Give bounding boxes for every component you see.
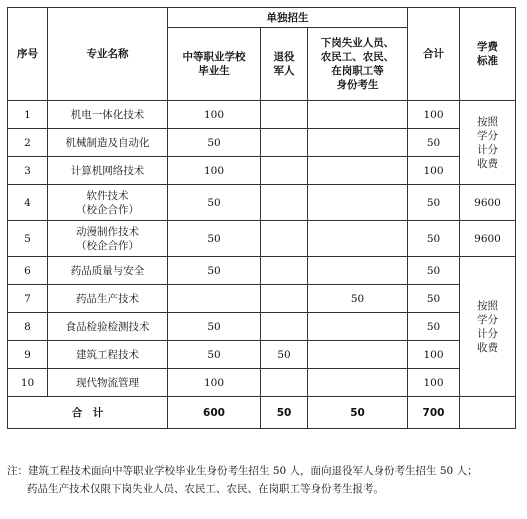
table-row [8,369,516,397]
vocational-cell: 50 [168,129,261,157]
laid-off-cell [308,221,408,257]
header-laid-off: 下岗失业人员、 农民工、农民、 在岗职工等 身份考生 [308,28,408,101]
enrollment-table [7,7,516,429]
vocational-cell: 50 [168,341,261,369]
fee-cell-group-2: 按照 学分 计分 收费 [460,257,516,397]
totals-veteran: 50 [261,397,308,429]
seq-cell: 4 [8,185,48,221]
totals-fee-empty [460,397,516,429]
table-row [8,101,516,129]
totals-row [8,397,516,429]
fee-cell-group-1: 按照 学分 计分 收费 [460,101,516,185]
major-cell: 机械制造及自动化 [48,129,168,157]
total-cell: 100 [408,157,460,185]
table-row [8,285,516,313]
laid-off-cell [308,341,408,369]
total-cell: 50 [408,185,460,221]
laid-off-cell [308,369,408,397]
veteran-cell [261,185,308,221]
laid-off-cell [308,257,408,285]
table-row [8,313,516,341]
veteran-cell [261,157,308,185]
total-cell: 50 [408,257,460,285]
laid-off-cell: 50 [308,285,408,313]
vocational-cell: 50 [168,185,261,221]
seq-cell: 3 [8,157,48,185]
table-row [8,157,516,185]
table-row [8,257,516,285]
seq-cell: 5 [8,221,48,257]
notes [7,462,517,498]
vocational-cell: 100 [168,369,261,397]
seq-cell: 8 [8,313,48,341]
header-seq: 序号 [8,8,48,101]
laid-off-cell [308,157,408,185]
major-cell: 现代物流管理 [48,369,168,397]
header-veteran: 退役 军人 [261,28,308,101]
vocational-cell: 50 [168,221,261,257]
note-line-2: 药品生产技术仅限下岗失业人员、农民工、农民、在岗职工等身份考生报考。 [27,483,384,495]
table-row [8,185,516,221]
totals-total: 700 [408,397,460,429]
vocational-cell: 50 [168,257,261,285]
total-cell: 50 [408,285,460,313]
laid-off-cell [308,313,408,341]
total-cell: 50 [408,313,460,341]
vocational-cell [168,285,261,313]
seq-cell: 1 [8,101,48,129]
major-cell: 机电一体化技术 [48,101,168,129]
major-cell: 建筑工程技术 [48,341,168,369]
totals-vocational: 600 [168,397,261,429]
veteran-cell [261,285,308,313]
veteran-cell [261,369,308,397]
header-total: 合计 [408,8,460,101]
major-cell: 食品检验检测技术 [48,313,168,341]
table-row [8,221,516,257]
seq-cell: 2 [8,129,48,157]
veteran-cell [261,313,308,341]
seq-cell: 10 [8,369,48,397]
vocational-cell: 100 [168,157,261,185]
vocational-cell: 50 [168,313,261,341]
seq-cell: 9 [8,341,48,369]
laid-off-cell [308,129,408,157]
note-line-1: 注：建筑工程技术面向中等职业学校毕业生身份考生招生 50 人，面向退役军人身份考生招生 50 人； [7,465,478,477]
laid-off-cell [308,185,408,221]
seq-cell: 7 [8,285,48,313]
table-row [8,129,516,157]
veteran-cell [261,101,308,129]
major-cell: 软件技术 （校企合作） [48,185,168,221]
veteran-cell [261,257,308,285]
table-row [8,341,516,369]
total-cell: 100 [408,369,460,397]
vocational-cell: 100 [168,101,261,129]
major-cell: 动漫制作技术 （校企合作） [48,221,168,257]
major-cell: 药品质量与安全 [48,257,168,285]
veteran-cell: 50 [261,341,308,369]
major-cell: 计算机网络技术 [48,157,168,185]
seq-cell: 6 [8,257,48,285]
laid-off-cell [308,101,408,129]
major-cell: 药品生产技术 [48,285,168,313]
total-cell: 50 [408,221,460,257]
totals-laid-off: 50 [308,397,408,429]
veteran-cell [261,129,308,157]
total-cell: 100 [408,101,460,129]
header-vocational: 中等职业学校 毕业生 [168,28,261,101]
header-single-recruit: 单独招生 [168,8,408,28]
fee-cell: 9600 [460,221,516,257]
veteran-cell [261,221,308,257]
total-cell: 50 [408,129,460,157]
total-cell: 100 [408,341,460,369]
fee-cell: 9600 [460,185,516,221]
header-major: 专业名称 [48,8,168,101]
header-fee-standard: 学费 标准 [460,8,516,101]
totals-label: 合 计 [8,397,168,429]
